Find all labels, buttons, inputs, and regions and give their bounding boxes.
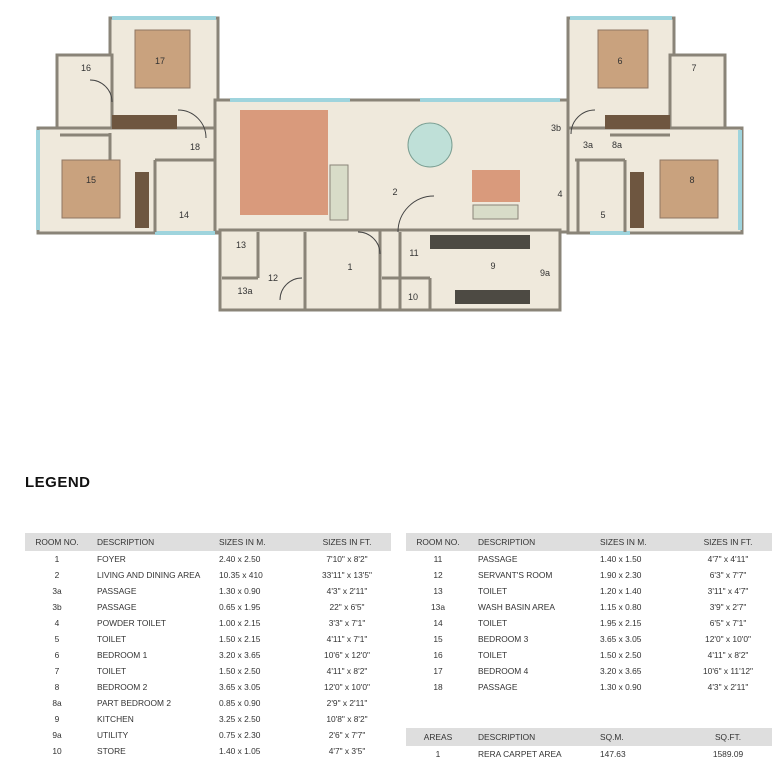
cell-size-m: 1.50 x 2.50 [219, 666, 261, 676]
table-row [406, 583, 772, 599]
cell-description: POWDER TOILET [97, 618, 167, 628]
room-label-6: 6 [617, 56, 623, 66]
bed-8 [660, 160, 718, 218]
header-sizes-ft: SIZES IN FT. [684, 533, 772, 551]
cell-room-no: 9a [52, 730, 62, 740]
legend-header-row [406, 533, 772, 551]
room-label-17: 17 [154, 56, 166, 66]
header-sizes-m: SIZES IN M. [215, 533, 303, 551]
cell-size-m: 10.35 x 410 [219, 570, 263, 580]
cell-size-ft: 1589.09 [712, 749, 744, 759]
table-row [25, 743, 391, 759]
legend-table-right [406, 533, 772, 695]
cell-description: TOILET [478, 618, 508, 628]
cell-size-ft: 4'7" x 3'5" [328, 746, 366, 756]
room-label-13: 13 [235, 240, 247, 250]
room-label-10: 10 [407, 292, 419, 302]
cell-description: TOILET [97, 634, 127, 644]
header-room-no: ROOM NO. [25, 533, 89, 551]
legend-header-row [25, 533, 391, 551]
cell-room-no: 13a [431, 602, 445, 612]
room-label-8a: 8a [611, 140, 623, 150]
room-label-12: 12 [267, 273, 279, 283]
room-label-3a: 3a [582, 140, 594, 150]
cell-description: STORE [97, 746, 126, 756]
header-description: DESCRIPTION [470, 533, 596, 551]
table-row [25, 631, 391, 647]
cell-size-ft: 4'3" x 2'11" [326, 586, 368, 596]
cell-room-no: 11 [433, 554, 443, 564]
cell-room-no: 4 [54, 618, 60, 628]
cell-size-ft: 10'6" x 11'12" [703, 666, 753, 676]
cell-description: FOYER [97, 554, 126, 564]
floor-plan [0, 0, 777, 330]
cell-description: PASSAGE [478, 554, 518, 564]
cell-room-no: 17 [433, 666, 443, 676]
table-row [406, 567, 772, 583]
cell-room-no: 3b [52, 602, 62, 612]
cell-room-no: 9 [54, 714, 60, 724]
kitchen-counter-top [430, 235, 530, 249]
cell-size-m: 0.75 x 2.30 [219, 730, 261, 740]
room-label-15: 15 [85, 175, 97, 185]
cell-size-ft: 3'3" x 7'1" [328, 618, 366, 628]
cell-size-m: 1.40 x 1.50 [600, 554, 642, 564]
header-areas: AREAS [406, 728, 470, 746]
cell-room-no: 3a [52, 586, 62, 596]
cell-description: TOILET [478, 586, 508, 596]
cell-description: SERVANT'S ROOM [478, 570, 553, 580]
table-row [25, 583, 391, 599]
table-row [25, 695, 391, 711]
cell-description: BEDROOM 4 [478, 666, 529, 676]
table-row [25, 711, 391, 727]
header-sq-m: SQ.M. [596, 728, 684, 746]
wardrobe-15 [135, 172, 149, 228]
sofa-living [330, 165, 348, 220]
room-label-18: 18 [189, 142, 201, 152]
cell-description: UTILITY [97, 730, 129, 740]
cell-description: TOILET [97, 666, 127, 676]
wardrobe-6 [605, 115, 670, 129]
cell-size-ft: 3'9" x 2'7" [709, 602, 747, 612]
cell-size-m: 0.65 x 1.95 [219, 602, 261, 612]
cell-description: PASSAGE [97, 602, 137, 612]
cell-size-ft: 22" x 6'5" [329, 602, 365, 612]
cell-size-m: 3.20 x 3.65 [600, 666, 642, 676]
cell-size-m: 0.85 x 0.90 [219, 698, 261, 708]
room-label-11: 11 [409, 248, 419, 258]
header-sq-ft: SQ.FT. [684, 728, 772, 746]
cell-size-ft: 6'3" x 7'7" [709, 570, 747, 580]
cell-description: PASSAGE [97, 586, 137, 596]
room-label-9: 9 [490, 261, 496, 271]
cell-description: WASH BASIN AREA [478, 602, 555, 612]
cell-size-ft: 4'11" x 8'2" [707, 650, 749, 660]
cell-room-no: 1 [435, 749, 441, 759]
table-row [25, 647, 391, 663]
cell-description: BEDROOM 3 [478, 634, 529, 644]
cell-size-m: 3.65 x 3.05 [219, 682, 261, 692]
cell-size-ft: 3'11" x 4'7" [707, 586, 749, 596]
cell-room-no: 15 [433, 634, 443, 644]
cell-room-no: 12 [433, 570, 443, 580]
cell-room-no: 5 [54, 634, 60, 644]
sofa-lounge [473, 205, 518, 219]
table-row [406, 599, 772, 615]
carpet-living [240, 110, 328, 215]
cell-description: PART BEDROOM 2 [97, 698, 171, 708]
cell-size-m: 1.00 x 2.15 [219, 618, 261, 628]
room-label-1: 1 [347, 262, 353, 272]
cell-description: TOILET [478, 650, 508, 660]
cell-size-ft: 4'7" x 4'11" [707, 554, 749, 564]
cell-size-ft: 12'0" x 10'0" [705, 634, 751, 644]
dining-table [408, 123, 452, 167]
wardrobe-8 [630, 172, 644, 228]
cell-size-ft: 2'9" x 2'11" [326, 698, 368, 708]
bed-6 [598, 30, 648, 88]
bed-15 [62, 160, 120, 218]
table-row [406, 679, 772, 695]
cell-room-no: 8 [54, 682, 60, 692]
table-row [406, 551, 772, 567]
cell-size-m: 1.30 x 0.90 [600, 682, 642, 692]
legend-title: LEGEND [25, 474, 91, 491]
cell-room-no: 14 [433, 618, 443, 628]
carpet-lounge [472, 170, 520, 202]
table-row [406, 663, 772, 679]
cell-description: PASSAGE [478, 682, 518, 692]
room-label-7: 7 [691, 63, 697, 73]
header-area-description: DESCRIPTION [470, 728, 596, 746]
room-label-16: 16 [80, 63, 92, 73]
room-label-3b: 3b [550, 123, 562, 133]
cell-room-no: 16 [433, 650, 443, 660]
room-label-5: 5 [600, 210, 606, 220]
cell-size-m: 3.20 x 3.65 [219, 650, 261, 660]
table-row [406, 615, 772, 631]
cell-size-m: 3.65 x 3.05 [600, 634, 642, 644]
cell-size-ft: 6'5" x 7'1" [709, 618, 747, 628]
cell-description: LIVING AND DINING AREA [97, 570, 201, 580]
cell-size-ft: 7'10" x 8'2" [326, 554, 368, 564]
cell-size-m: 2.40 x 2.50 [219, 554, 261, 564]
room-label-2: 2 [392, 187, 398, 197]
cell-size-m: 1.40 x 1.05 [219, 746, 261, 756]
header-sizes-ft: SIZES IN FT. [303, 533, 391, 551]
cell-size-m: 1.50 x 2.50 [600, 650, 642, 660]
room-label-9a: 9a [539, 268, 551, 278]
legend-table-left [25, 533, 391, 759]
table-row [406, 647, 772, 663]
table-row [25, 679, 391, 695]
header-sizes-m: SIZES IN M. [596, 533, 684, 551]
cell-size-m: 1.15 x 0.80 [600, 602, 642, 612]
cell-size-ft: 10'8" x 8'2" [326, 714, 368, 724]
cell-size-ft: 10'6" x 12'0" [324, 650, 370, 660]
cell-description: BEDROOM 1 [97, 650, 148, 660]
cell-size-m: 147.63 [600, 749, 626, 759]
cell-description: RERA CARPET AREA [478, 749, 562, 759]
table-row [25, 599, 391, 615]
header-description: DESCRIPTION [89, 533, 215, 551]
cell-size-ft: 2'6" x 7'7" [328, 730, 366, 740]
cell-size-m: 3.25 x 2.50 [219, 714, 261, 724]
table-row [25, 727, 391, 743]
cell-size-m: 1.20 x 1.40 [600, 586, 642, 596]
cell-description: KITCHEN [97, 714, 134, 724]
cell-room-no: 6 [54, 650, 60, 660]
room-label-8: 8 [689, 175, 695, 185]
cell-size-ft: 4'3" x 2'11" [707, 682, 749, 692]
cell-size-ft: 4'11" x 7'1" [326, 634, 368, 644]
cell-size-m: 1.95 x 2.15 [600, 618, 642, 628]
table-row [25, 567, 391, 583]
cell-size-ft: 12'0" x 10'0" [324, 682, 370, 692]
room-label-14: 14 [178, 210, 190, 220]
table-row [25, 663, 391, 679]
cell-room-no: 2 [54, 570, 60, 580]
cell-room-no: 1 [54, 554, 60, 564]
areas-table [406, 728, 772, 762]
room-label-13a: 13a [237, 286, 253, 296]
areas-header-row [406, 728, 772, 746]
cell-room-no: 7 [54, 666, 60, 676]
cell-room-no: 8a [52, 698, 62, 708]
cell-description: BEDROOM 2 [97, 682, 148, 692]
table-row [25, 615, 391, 631]
cell-size-ft: 4'11" x 8'2" [326, 666, 368, 676]
cell-size-ft: 33'11" x 13'5" [322, 570, 372, 580]
cell-room-no: 13 [433, 586, 443, 596]
cell-size-m: 1.50 x 2.15 [219, 634, 261, 644]
table-row [25, 551, 391, 567]
table-row [406, 631, 772, 647]
cell-room-no: 10 [52, 746, 62, 756]
header-room-no: ROOM NO. [406, 533, 470, 551]
kitchen-counter-bottom [455, 290, 530, 304]
cell-room-no: 18 [433, 682, 443, 692]
cell-size-m: 1.30 x 0.90 [219, 586, 261, 596]
room-label-4: 4 [557, 189, 563, 199]
table-row [406, 746, 772, 762]
wardrobe-17 [112, 115, 177, 129]
cell-size-m: 1.90 x 2.30 [600, 570, 642, 580]
